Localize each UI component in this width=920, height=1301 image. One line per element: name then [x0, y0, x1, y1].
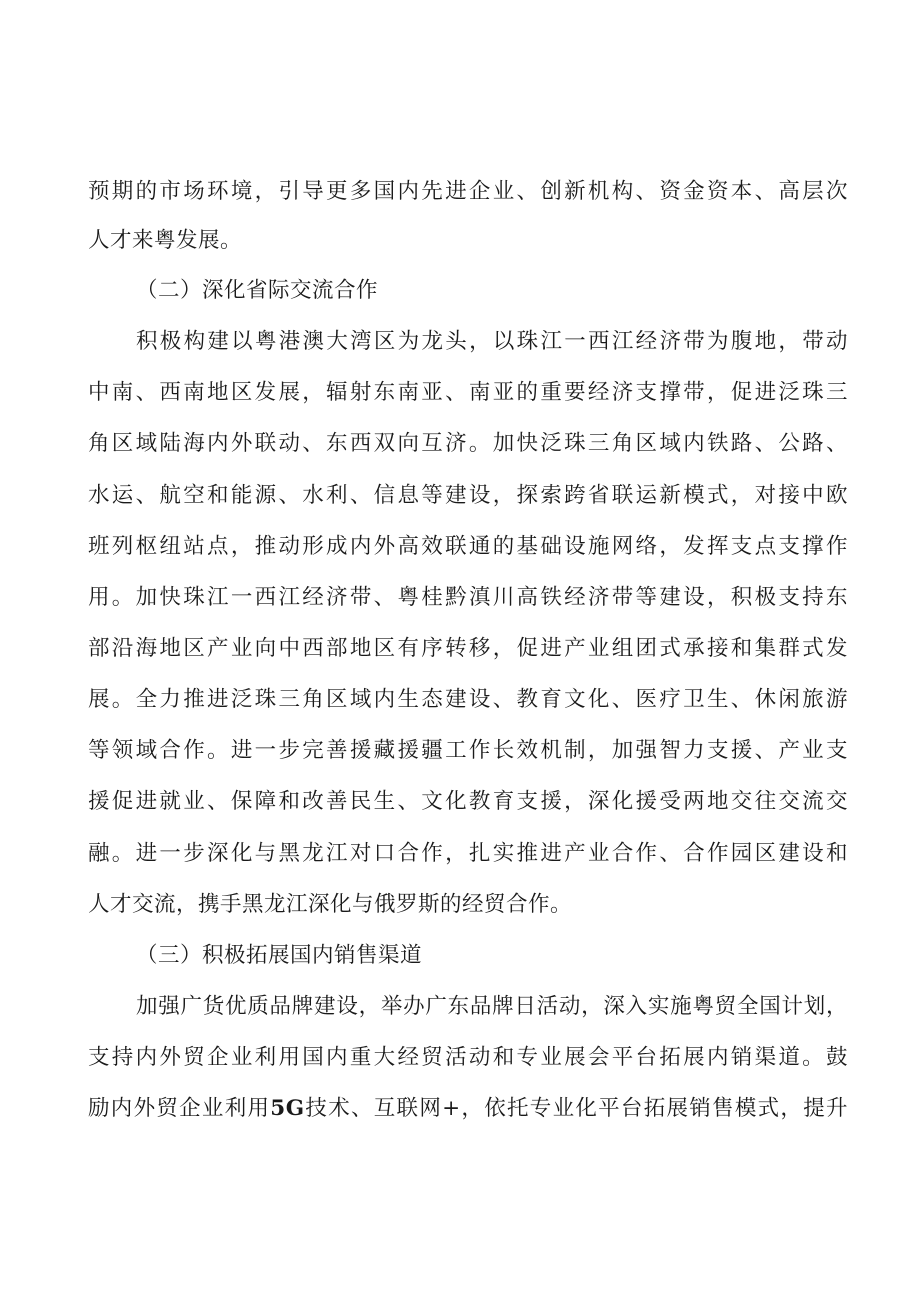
section-2-line-4: 水运、航空和能源、水利、信息等建设，探索跨省联运新模式，对接中欧	[88, 483, 848, 508]
section-3-5g-text: 5G	[270, 1096, 305, 1121]
section-3-line-2: 支持内外贸企业利用国内重大经贸活动和专业展会平台拓展内销渠道。鼓	[88, 1045, 848, 1070]
section-2-line-5: 班列枢纽站点，推动形成内外高效联通的基础设施网络，发挥支点支撑作	[88, 534, 848, 559]
section-3-line-1: 加强广货优质品牌建设，举办广东品牌日活动，深入实施粤贸全国计划，	[136, 994, 848, 1019]
section-2-line-3: 角区域陆海内外联动、东西双向互济。加快泛珠三角区域内铁路、公路、	[88, 431, 848, 456]
section-2-line-6: 用。加快珠江一西江经济带、粤桂黔滇川高铁经济带等建设，积极支持东	[88, 585, 848, 610]
section-2-line-9: 等领域合作。进一步完善援藏援疆工作长效机制，加强智力支援、产业支	[88, 738, 848, 763]
section-3-line-3-part-2: 技术、互联网+，依托专业化平台拓展销售模式，提升	[304, 1096, 848, 1121]
section-2-line-10: 援促进就业、保障和改善民生、文化教育支援，深化援受两地交往交流交	[88, 789, 848, 814]
section-2-heading: （二）深化省际交流合作	[136, 278, 379, 303]
intro-line-2: 人才来粤发展。	[88, 228, 243, 253]
section-2-line-2: 中南、西南地区发展，辐射东南亚、南亚的重要经济支撑带，促进泛珠三	[88, 380, 848, 405]
section-2-line-1: 积极构建以粤港澳大湾区为龙头，以珠江一西江经济带为腹地，带动	[136, 329, 848, 354]
section-3-heading: （三）积极拓展国内销售渠道	[136, 943, 423, 968]
section-2-line-11: 融。进一步深化与黑龙江对口合作，扎实推进产业合作、合作园区建设和	[88, 841, 848, 866]
intro-line-1: 预期的市场环境，引导更多国内先进企业、创新机构、资金资本、高层次	[88, 179, 848, 204]
section-3-line-3-part-1: 励内外贸企业利用	[88, 1096, 271, 1121]
section-3-line-3	[88, 1089, 848, 1129]
section-2-line-12: 人才交流，携手黑龙江深化与俄罗斯的经贸合作。	[88, 892, 573, 917]
section-2-line-8: 展。全力推进泛珠三角区域内生态建设、教育文化、医疗卫生、休闲旅游	[88, 687, 848, 712]
section-2-line-7: 部沿海地区产业向中西部地区有序转移，促进产业组团式承接和集群式发	[88, 636, 848, 661]
